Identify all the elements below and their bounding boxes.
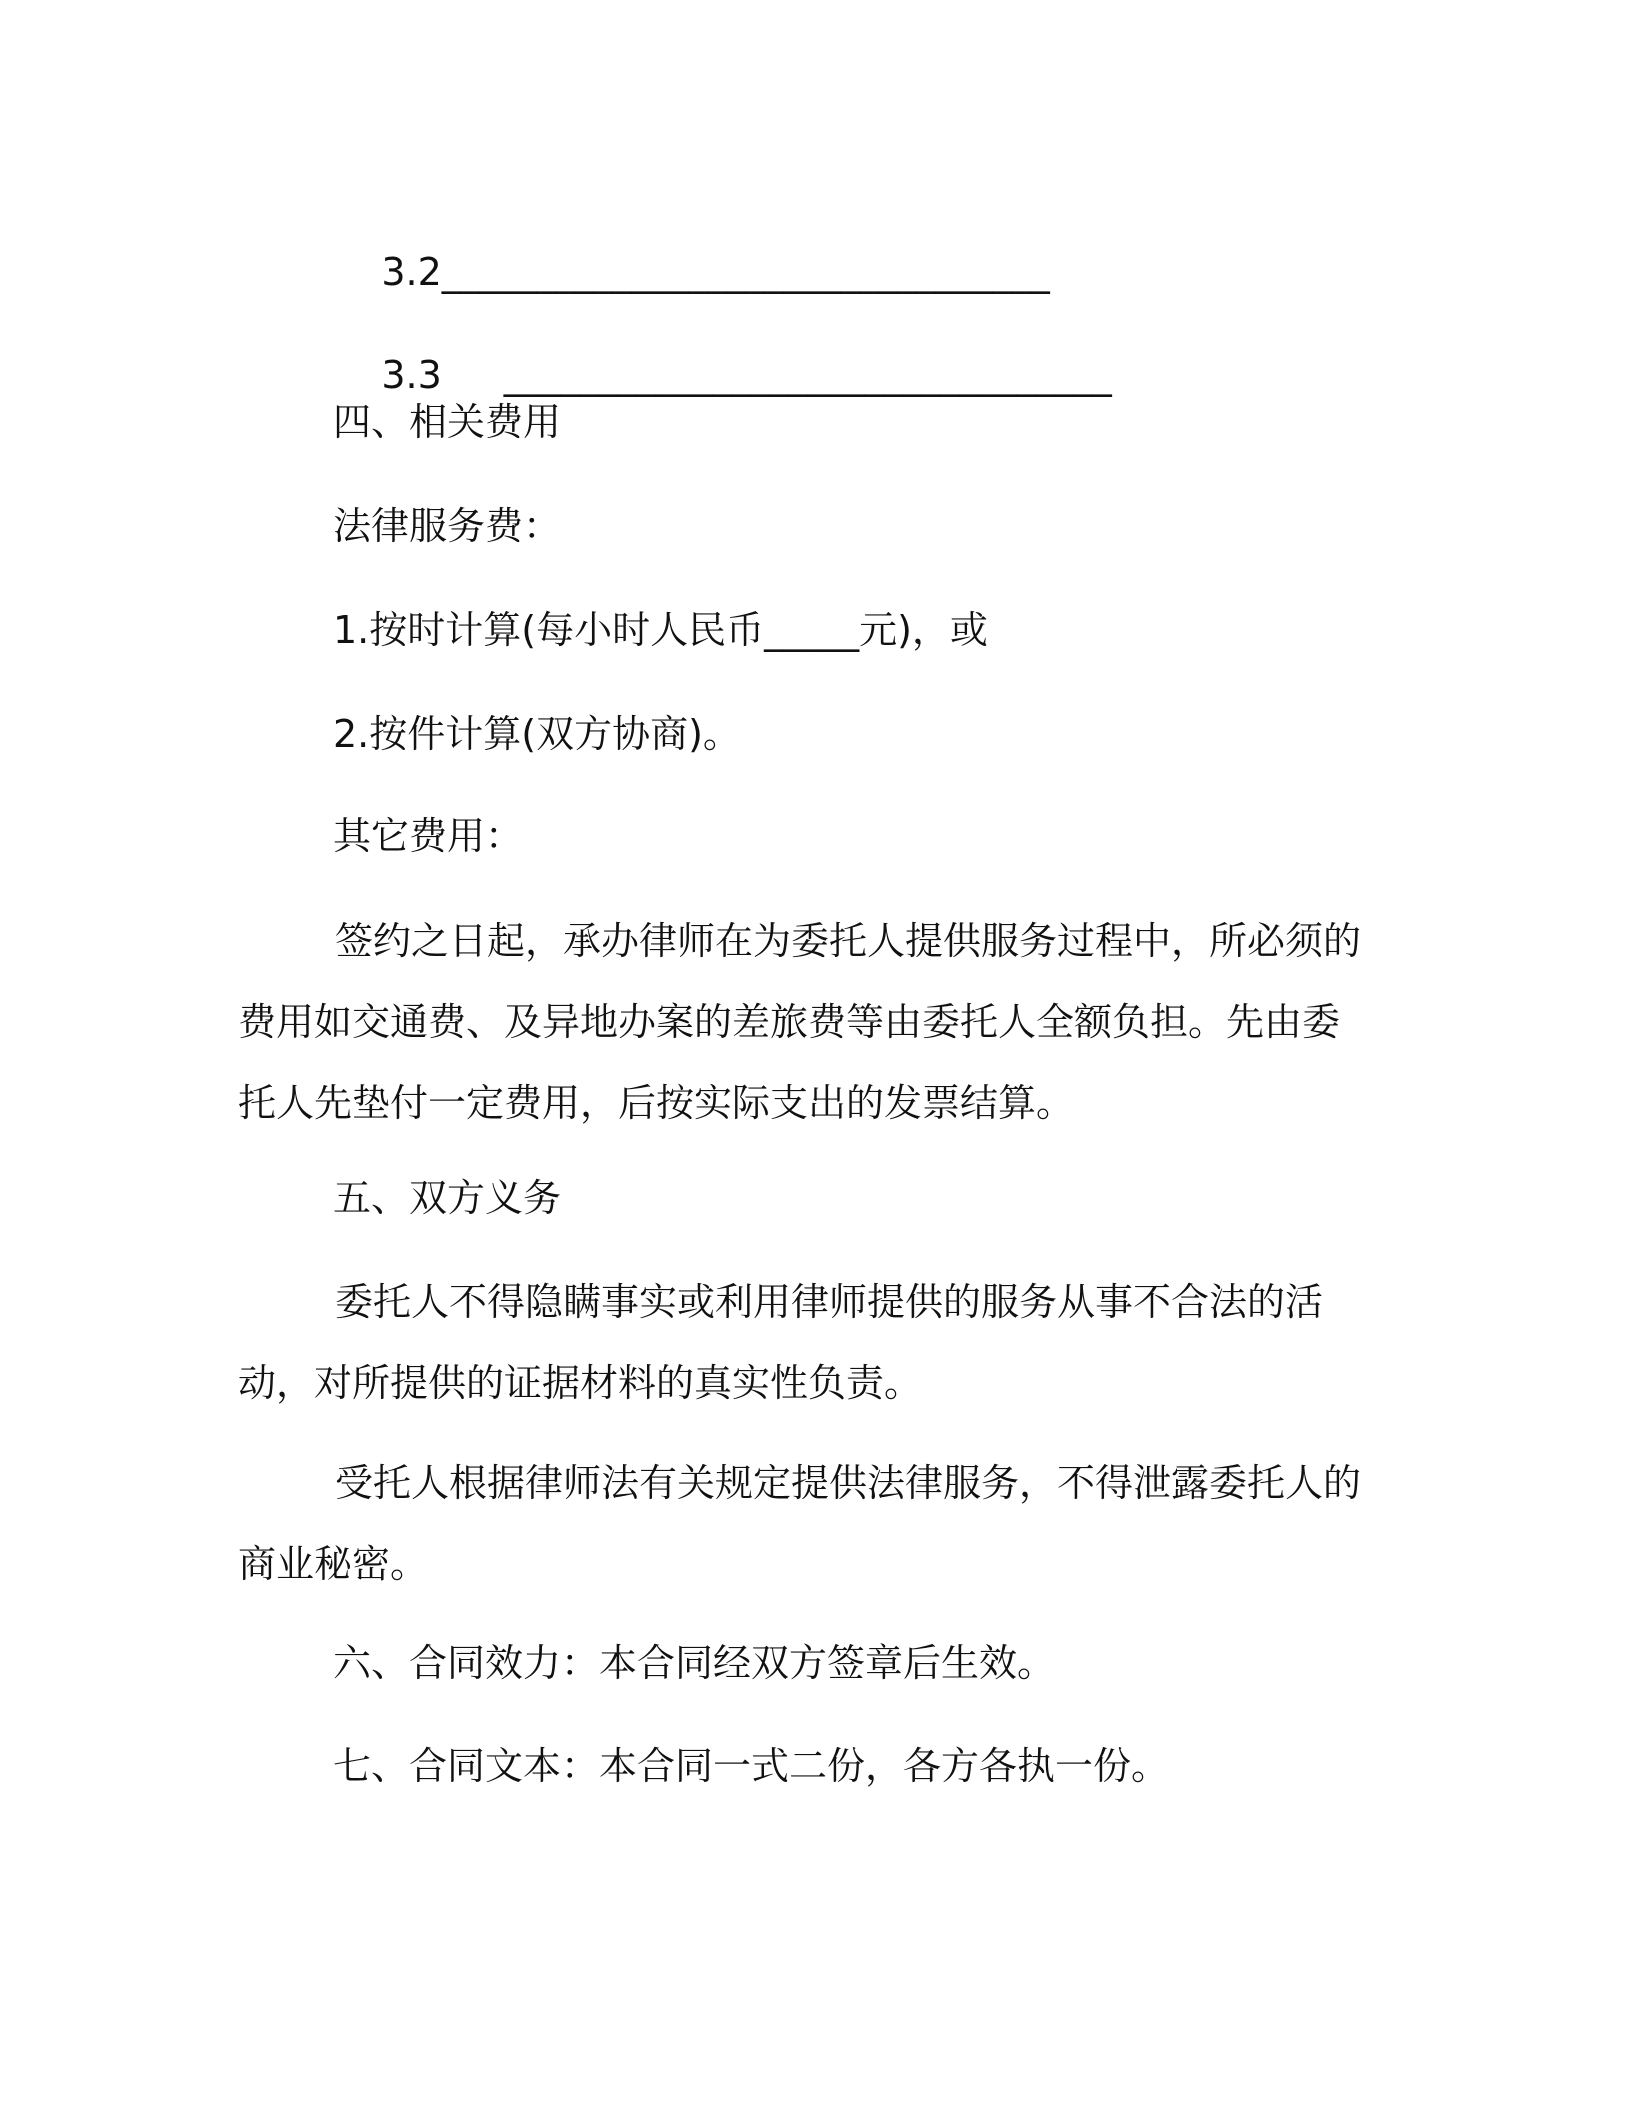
section-6: 六、合同效力：本合同经双方签章后生效。: [333, 1641, 1056, 1685]
client-obligation-paragraph: 委托人不得隐瞒事实或利用律师提供的服务从事不合法的活动，对所提供的证据材料的真实性负责。: [238, 1280, 1324, 1405]
other-fee-label: 其它费用：: [333, 814, 524, 858]
fee-option-2: 2.按件计算(双方协商)。: [333, 712, 741, 756]
item-3-2-blank: ________________________________: [441, 250, 1050, 294]
agent-obligation-paragraph: 受托人根据律师法有关规定提供法律服务，不得泄露委托人的商业秘密。: [238, 1461, 1362, 1586]
section-7: 七、合同文本：本合同一式二份，各方各执一份。: [333, 1744, 1170, 1788]
fee-option-1: 1.按时计算(每小时人民币_____元)，或: [333, 608, 988, 652]
item-3-2-number: 3.2: [381, 250, 442, 294]
item-3-3-blank: ________________________________: [503, 353, 1112, 397]
section-5-heading: 五、双方义务: [333, 1176, 562, 1220]
legal-fee-label: 法律服务费：: [333, 504, 562, 548]
section-4-heading: 四、相关费用: [333, 400, 562, 444]
other-fee-paragraph: 签约之日起，承办律师在为委托人提供服务过程中，所必须的费用如交通费、及异地办案的差旅费等由委托人全额负担。先由委托人先垫付一定费用，后按实际支出的发票结算。: [238, 919, 1362, 1125]
item-3-3-number: 3.3: [381, 353, 442, 397]
